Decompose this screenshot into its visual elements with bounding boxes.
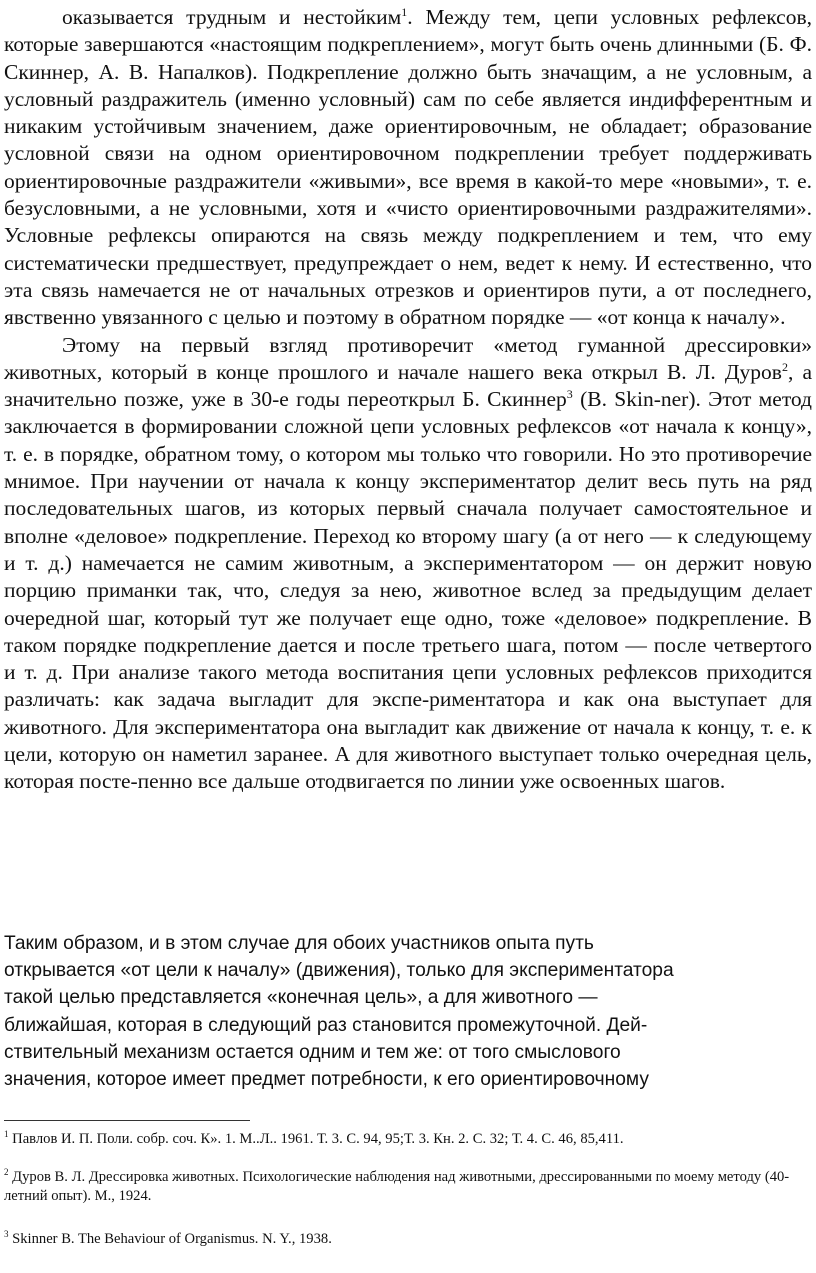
- para3-line: открывается «от цели к началу» (движения), только для экспериментатора: [4, 960, 674, 982]
- footnote-ref-1: 1: [401, 4, 408, 19]
- paragraph-3: [4, 930, 764, 1093]
- footnote-divider: [4, 1120, 250, 1121]
- footnote-ref-3: 3: [566, 387, 573, 401]
- para3-line: значения, которое имеет предмет потребности, к его ориентировочному: [4, 1069, 649, 1091]
- footnote-mark: 3: [4, 1229, 9, 1240]
- para3-line: Таким образом, и в этом случае для обоих участников опыта путь: [4, 933, 594, 954]
- paragraph-2: [4, 332, 812, 796]
- para2-text-a: Этому на первый взгляд противоречит «метод гуманной дрессировки» животных, который в конце прошлого и начале нашего века открыл В. Л. Дуров: [4, 332, 812, 384]
- para1-text-before: оказывается трудным и нестойким: [62, 5, 402, 29]
- para3-line: ближайшая, которая в следующий раз становится промежуточной. Дей-: [4, 1014, 648, 1036]
- main-text: [4, 4, 812, 796]
- footnote-1: [4, 1130, 810, 1149]
- footnote-text: Павлов И. П. Поли. собр. соч. К». 1. М..Л.. 1961. Т. 3. С. 94, 95;Т. 3. Кн. 2. С. 32; Т. 4. С. 46, 85,411.: [8, 1131, 624, 1147]
- para2-text-c: (B. Skin-ner). Этот метод заключается в формировании сложной цепи условных рефлексов «от начала к концу», т. е. в порядке, обратном тому, о котором мы только что говорили. Но это противоречие мнимое. При научении от начала к концу экспериментатор делит весь путь на ряд последовательных шагов, из которых первый сначала получает самостоятельное и вполне «деловое» подкрепление. Переход ко второму шагу (а от него — к следующему и т. д.) намечается не самим животным, а экспериментатором — он держит новую порцию приманки так, что, следуя за нею, животное вслед за предыдущим делает очередной шаг, который тут же получает еще одно, тоже «деловое» подкрепление. В таком порядке подкрепление дается и после третьего шага, потом — после четвертого и т. д. При анализе такого метода воспитания цепи условных рефлексов приходится различать: как задача выгладит для экспе-риментатора и как она выступает для животного. Для экспериментатора она выгладит как движение от начала к концу, т. е. к цели, которую он наметил заранее. А для животного выступает только очередная цель, которая посте-пенно все дальше отодвигается по линии уже освоенных шагов.: [4, 387, 812, 794]
- footnote-ref-2: 2: [781, 359, 788, 374]
- footnote-text: Skinner B. The Behaviour of Organismus. N. Y., 1938.: [8, 1231, 332, 1247]
- para3-line: ствительный механизм остается одним и тем же: от того смыслового: [4, 1041, 621, 1063]
- footnote-3: [4, 1230, 810, 1249]
- footnote-text: Дуров В. Л. Дрессировка животных. Психологические наблюдения над животными, дрессированными по моему методу (40-летний опыт). М., 1924.: [4, 1169, 790, 1204]
- paragraph-1: [4, 4, 812, 332]
- footnote-mark: 2: [4, 1167, 9, 1178]
- para3-line: такой целью представляется «конечная цель», а для животного —: [4, 987, 598, 1009]
- para1-text-after: . Между тем, цепи условных рефлексов, которые завершаются «настоящим подкреплением», могут быть очень длинными (Б. Ф. Скиннер, А. В. Напалков). Подкрепление должно быть значащим, а не условным, а условный раздражитель (именно условный) сам по себе является индифферентным и никаким устойчивым значением, даже ориентировочным, не обладает; образование условной связи на одном ориентировочном подкреплении требует поддерживать ориентировочные раздражители «живыми», все время в какой-то мере «новыми», т. е. безусловными, а не условными, хотя и «чисто ориентировочными раздражителями». Условные рефлексы опираются на связь между подкреплением и тем, что ему систематически предшествует, предупреждает о нем, ведет к нему. И естественно, что эта связь намечается не от начальных отрезков и ориентиров пути, а от последнего, явственно увязанного с целью и поэтому в обратном порядке — «от конца к началу».: [4, 5, 813, 330]
- footnote-mark: 1: [4, 1129, 9, 1140]
- para2-text-b: , а значительно позже, уже в 30-е годы переоткрыл Б. Скиннер: [4, 359, 812, 412]
- footnote-2: [4, 1168, 810, 1206]
